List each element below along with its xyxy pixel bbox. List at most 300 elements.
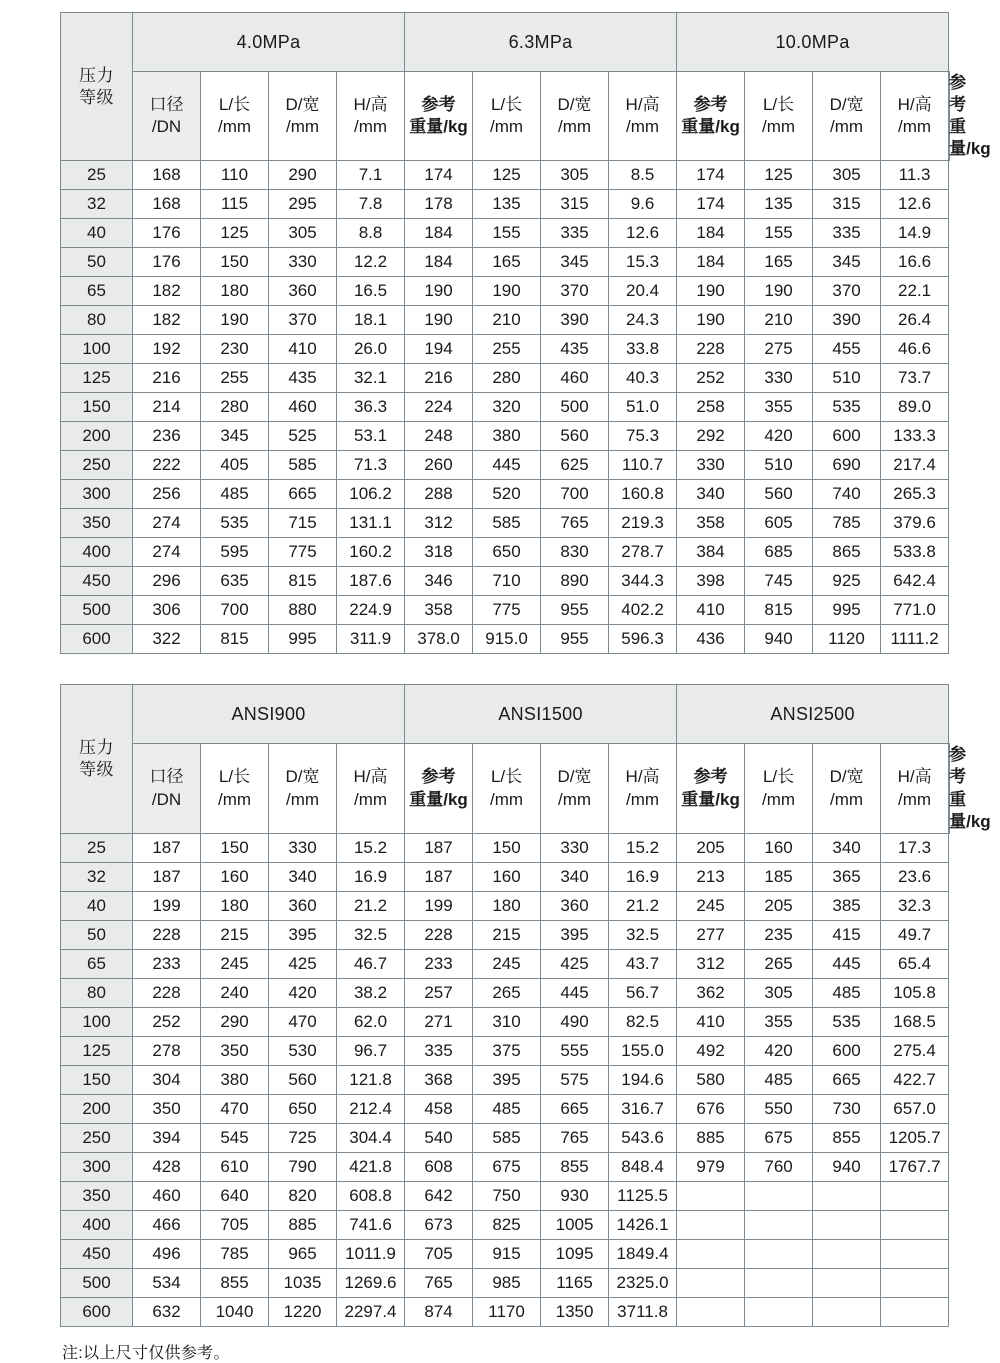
table-row (61, 306, 950, 335)
value-cell: 228 (405, 920, 473, 949)
value-cell: 730 (813, 1094, 881, 1123)
dn-cell: 50 (61, 248, 133, 277)
value-cell: 312 (677, 949, 745, 978)
value-cell: 248 (405, 422, 473, 451)
value-cell: 378.0 (405, 625, 473, 654)
value-cell: 110 (201, 161, 269, 190)
value-cell: 865 (813, 538, 881, 567)
value-cell: 73.7 (881, 364, 949, 393)
col-header-weight-1: 参考 重量/kg (677, 744, 745, 833)
value-cell: 510 (745, 451, 813, 480)
dn-cell: 200 (61, 1094, 133, 1123)
value-cell: 216 (133, 364, 201, 393)
value-cell: 725 (269, 1123, 337, 1152)
value-cell: 265 (745, 949, 813, 978)
col-header-weight-2: 参考 重量/kg (949, 745, 991, 831)
value-cell: 304 (133, 1065, 201, 1094)
value-cell: 115 (201, 190, 269, 219)
value-cell: 422.7 (881, 1065, 949, 1094)
value-cell: 155.0 (609, 1036, 677, 1065)
value-cell: 217.4 (881, 451, 949, 480)
value-cell: 496 (133, 1239, 201, 1268)
dn-cell: 500 (61, 1268, 133, 1297)
col-header-height-0: H/高 /mm (337, 744, 405, 833)
value-cell: 233 (405, 949, 473, 978)
table-body (61, 161, 950, 654)
value-cell: 665 (541, 1094, 609, 1123)
col-header-height-1: H/高 /mm (609, 744, 677, 833)
table-row (61, 862, 950, 891)
value-cell: 925 (813, 567, 881, 596)
col-header-weight-0: 参考 重量/kg (405, 744, 473, 833)
table-row (61, 335, 950, 364)
col-header-weight-0: 参考 重量/kg (405, 72, 473, 161)
dn-cell: 100 (61, 335, 133, 364)
value-cell: 1035 (269, 1268, 337, 1297)
value-cell: 12.6 (881, 190, 949, 219)
value-cell: 184 (405, 248, 473, 277)
value-cell (881, 1181, 949, 1210)
table-row (61, 1036, 950, 1065)
value-cell (677, 1181, 745, 1210)
table-row (61, 480, 950, 509)
value-cell: 575 (541, 1065, 609, 1094)
dn-cell: 25 (61, 161, 133, 190)
col-header-height-2: H/高 /mm (881, 72, 949, 161)
value-cell: 205 (677, 833, 745, 862)
value-cell: 256 (133, 480, 201, 509)
table-row (61, 393, 950, 422)
value-cell: 82.5 (609, 1007, 677, 1036)
value-cell: 235 (745, 920, 813, 949)
value-cell: 2325.0 (609, 1268, 677, 1297)
col-header-length-2: L/长 /mm (745, 744, 813, 833)
value-cell: 187 (133, 862, 201, 891)
value-cell: 16.9 (337, 862, 405, 891)
value-cell: 455 (813, 335, 881, 364)
group-header-row (61, 685, 950, 744)
value-cell: 500 (541, 393, 609, 422)
value-cell (881, 1268, 949, 1297)
value-cell: 1767.7 (881, 1152, 949, 1181)
value-cell: 187.6 (337, 567, 405, 596)
value-cell: 318 (405, 538, 473, 567)
value-cell (745, 1181, 813, 1210)
value-cell: 135 (745, 190, 813, 219)
value-cell: 600 (813, 422, 881, 451)
col-header-width-2: D/宽 /mm (813, 72, 881, 161)
value-cell: 16.9 (609, 862, 677, 891)
value-cell: 815 (745, 596, 813, 625)
value-cell: 445 (813, 949, 881, 978)
value-cell: 995 (269, 625, 337, 654)
value-cell: 335 (405, 1036, 473, 1065)
value-cell: 125 (201, 219, 269, 248)
dn-cell: 40 (61, 219, 133, 248)
group-header-1: 6.3MPa (405, 13, 677, 72)
value-cell: 715 (269, 509, 337, 538)
value-cell: 62.0 (337, 1007, 405, 1036)
value-cell: 560 (745, 480, 813, 509)
value-cell: 675 (745, 1123, 813, 1152)
value-cell: 358 (677, 509, 745, 538)
value-cell: 315 (813, 190, 881, 219)
value-cell (813, 1210, 881, 1239)
value-cell: 71.3 (337, 451, 405, 480)
value-cell: 955 (541, 625, 609, 654)
value-cell: 608.8 (337, 1181, 405, 1210)
value-cell: 543.6 (609, 1123, 677, 1152)
value-cell: 1095 (541, 1239, 609, 1268)
value-cell: 290 (201, 1007, 269, 1036)
value-cell: 635 (201, 567, 269, 596)
value-cell: 550 (745, 1094, 813, 1123)
value-cell: 1350 (541, 1297, 609, 1326)
value-cell: 560 (541, 422, 609, 451)
col-header-height-1: H/高 /mm (609, 72, 677, 161)
value-cell: 510 (813, 364, 881, 393)
value-cell: 1120 (813, 625, 881, 654)
value-cell: 365 (813, 862, 881, 891)
value-cell: 360 (541, 891, 609, 920)
value-cell: 340 (269, 862, 337, 891)
value-cell: 190 (473, 277, 541, 306)
value-cell: 187 (405, 862, 473, 891)
value-cell: 190 (677, 306, 745, 335)
value-cell: 135 (473, 190, 541, 219)
value-cell: 274 (133, 538, 201, 567)
value-cell: 771.0 (881, 596, 949, 625)
value-cell: 296 (133, 567, 201, 596)
value-cell: 18.1 (337, 306, 405, 335)
value-cell: 106.2 (337, 480, 405, 509)
value-cell: 685 (745, 538, 813, 567)
value-cell: 344.3 (609, 567, 677, 596)
value-cell: 65.4 (881, 949, 949, 978)
value-cell: 384 (677, 538, 745, 567)
value-cell: 350 (133, 1094, 201, 1123)
value-cell: 855 (201, 1268, 269, 1297)
dn-cell: 200 (61, 422, 133, 451)
value-cell: 7.8 (337, 190, 405, 219)
col-header-length-2: L/长 /mm (745, 72, 813, 161)
dn-cell: 125 (61, 364, 133, 393)
value-cell: 33.8 (609, 335, 677, 364)
value-cell: 345 (813, 248, 881, 277)
col-header-width-2: D/宽 /mm (813, 744, 881, 833)
value-cell: 855 (813, 1123, 881, 1152)
value-cell: 190 (677, 277, 745, 306)
value-cell: 545 (201, 1123, 269, 1152)
value-cell: 425 (541, 949, 609, 978)
value-cell: 410 (269, 335, 337, 364)
value-cell: 24.3 (609, 306, 677, 335)
dn-cell: 350 (61, 509, 133, 538)
dn-cell: 32 (61, 862, 133, 891)
value-cell: 458 (405, 1094, 473, 1123)
value-cell: 224.9 (337, 596, 405, 625)
value-cell: 410 (677, 596, 745, 625)
footnote: 注:以上尺寸仅供参考。 (62, 1344, 230, 1362)
value-cell: 642 (405, 1181, 473, 1210)
value-cell: 305 (745, 978, 813, 1007)
value-cell: 190 (405, 277, 473, 306)
value-cell: 1220 (269, 1297, 337, 1326)
value-cell: 915 (473, 1239, 541, 1268)
value-cell: 214 (133, 393, 201, 422)
value-cell: 930 (541, 1181, 609, 1210)
value-cell: 640 (201, 1181, 269, 1210)
table-row (61, 949, 950, 978)
value-cell (813, 1239, 881, 1268)
value-cell: 379.6 (881, 509, 949, 538)
value-cell: 32.5 (609, 920, 677, 949)
value-cell: 320 (473, 393, 541, 422)
value-cell: 420 (745, 422, 813, 451)
col-header-width-1: D/宽 /mm (541, 744, 609, 833)
col-header-width-1: D/宽 /mm (541, 72, 609, 161)
value-cell: 23.6 (881, 862, 949, 891)
value-cell: 485 (201, 480, 269, 509)
value-cell: 121.8 (337, 1065, 405, 1094)
value-cell: 228 (133, 920, 201, 949)
value-cell: 445 (541, 978, 609, 1007)
value-cell: 380 (201, 1065, 269, 1094)
value-cell: 435 (269, 364, 337, 393)
value-cell: 26.4 (881, 306, 949, 335)
value-cell: 56.7 (609, 978, 677, 1007)
value-cell: 605 (745, 509, 813, 538)
value-cell: 750 (473, 1181, 541, 1210)
value-cell: 257 (405, 978, 473, 1007)
value-cell (881, 1239, 949, 1268)
dn-cell: 65 (61, 277, 133, 306)
table-row (61, 1094, 950, 1123)
corner-line-1: 压力 (79, 738, 114, 758)
value-cell: 675 (473, 1152, 541, 1181)
table-row (61, 1065, 950, 1094)
value-cell: 765 (541, 1123, 609, 1152)
value-cell: 233 (133, 949, 201, 978)
dn-cell: 125 (61, 1036, 133, 1065)
table-row (61, 219, 950, 248)
dn-cell: 400 (61, 538, 133, 567)
value-cell: 40.3 (609, 364, 677, 393)
value-cell: 290 (269, 161, 337, 190)
value-cell: 760 (745, 1152, 813, 1181)
group-header-2: ANSI2500 (677, 685, 949, 744)
value-cell: 535 (813, 393, 881, 422)
value-cell: 533.8 (881, 538, 949, 567)
corner-line-1: 压力 (79, 65, 114, 85)
value-cell: 316.7 (609, 1094, 677, 1123)
value-cell: 258 (677, 393, 745, 422)
value-cell: 368 (405, 1065, 473, 1094)
value-cell: 305 (541, 161, 609, 190)
value-cell: 190 (201, 306, 269, 335)
value-cell: 199 (405, 891, 473, 920)
value-cell: 219.3 (609, 509, 677, 538)
value-cell: 236 (133, 422, 201, 451)
value-cell: 304.4 (337, 1123, 405, 1152)
value-cell: 405 (201, 451, 269, 480)
value-cell: 21.2 (609, 891, 677, 920)
value-cell: 131.1 (337, 509, 405, 538)
value-cell: 1011.9 (337, 1239, 405, 1268)
value-cell: 460 (269, 393, 337, 422)
value-cell: 855 (541, 1152, 609, 1181)
value-cell: 105.8 (881, 978, 949, 1007)
value-cell: 22.1 (881, 277, 949, 306)
value-cell: 215 (201, 920, 269, 949)
dn-cell: 50 (61, 920, 133, 949)
group-header-row (61, 13, 950, 72)
value-cell: 12.6 (609, 219, 677, 248)
dn-cell: 100 (61, 1007, 133, 1036)
value-cell: 534 (133, 1268, 201, 1297)
value-cell: 665 (813, 1065, 881, 1094)
value-cell: 43.7 (609, 949, 677, 978)
dn-cell: 500 (61, 596, 133, 625)
value-cell: 182 (133, 306, 201, 335)
value-cell: 245 (201, 949, 269, 978)
value-cell: 275.4 (881, 1036, 949, 1065)
dn-cell: 450 (61, 1239, 133, 1268)
dn-header-line-2: /DN (151, 117, 182, 137)
value-cell: 520 (473, 480, 541, 509)
value-cell: 428 (133, 1152, 201, 1181)
value-cell: 676 (677, 1094, 745, 1123)
value-cell: 390 (541, 306, 609, 335)
value-cell: 133.3 (881, 422, 949, 451)
dn-cell: 80 (61, 978, 133, 1007)
value-cell: 395 (473, 1065, 541, 1094)
value-cell: 650 (473, 538, 541, 567)
value-cell: 485 (473, 1094, 541, 1123)
value-cell: 21.2 (337, 891, 405, 920)
value-cell: 155 (745, 219, 813, 248)
value-cell: 14.9 (881, 219, 949, 248)
table-row (61, 509, 950, 538)
value-cell: 940 (813, 1152, 881, 1181)
value-cell: 330 (677, 451, 745, 480)
value-cell: 194 (405, 335, 473, 364)
table-row (61, 538, 950, 567)
value-cell: 395 (541, 920, 609, 949)
dn-header-line-2: /DN (151, 789, 182, 809)
value-cell: 1125.5 (609, 1181, 677, 1210)
value-cell (881, 1210, 949, 1239)
group-header-2: 10.0MPa (677, 13, 949, 72)
value-cell: 625 (541, 451, 609, 480)
value-cell: 745 (745, 567, 813, 596)
value-cell: 608 (405, 1152, 473, 1181)
value-cell: 7.1 (337, 161, 405, 190)
value-cell: 3711.8 (609, 1297, 677, 1326)
dn-header (133, 72, 201, 161)
value-cell: 390 (813, 306, 881, 335)
value-cell (881, 1297, 949, 1326)
value-cell: 340 (813, 833, 881, 862)
value-cell: 155 (473, 219, 541, 248)
value-cell: 346 (405, 567, 473, 596)
value-cell: 275 (745, 335, 813, 364)
value-cell: 385 (813, 891, 881, 920)
value-cell: 165 (473, 248, 541, 277)
dn-cell: 600 (61, 625, 133, 654)
value-cell: 150 (201, 248, 269, 277)
value-cell: 174 (677, 161, 745, 190)
value-cell: 470 (201, 1094, 269, 1123)
table-header (61, 13, 991, 161)
value-cell: 335 (813, 219, 881, 248)
value-cell: 955 (541, 596, 609, 625)
value-cell: 710 (473, 567, 541, 596)
value-cell: 165 (745, 248, 813, 277)
value-cell: 49.7 (881, 920, 949, 949)
value-cell (677, 1297, 745, 1326)
dn-cell: 600 (61, 1297, 133, 1326)
value-cell: 775 (269, 538, 337, 567)
value-cell: 15.2 (337, 833, 405, 862)
value-cell: 32.5 (337, 920, 405, 949)
col-header-width-0: D/宽 /mm (269, 744, 337, 833)
value-cell (745, 1297, 813, 1326)
value-cell: 415 (813, 920, 881, 949)
value-cell: 160 (201, 862, 269, 891)
value-cell: 192 (133, 335, 201, 364)
value-cell: 190 (745, 277, 813, 306)
value-cell: 848.4 (609, 1152, 677, 1181)
ansi-pressure-table (60, 684, 991, 1326)
value-cell: 436 (677, 625, 745, 654)
value-cell: 830 (541, 538, 609, 567)
value-cell: 492 (677, 1036, 745, 1065)
value-cell: 560 (269, 1065, 337, 1094)
value-cell: 15.2 (609, 833, 677, 862)
value-cell: 350 (201, 1036, 269, 1065)
value-cell: 1205.7 (881, 1123, 949, 1152)
value-cell: 312 (405, 509, 473, 538)
value-cell: 485 (745, 1065, 813, 1094)
value-cell: 535 (201, 509, 269, 538)
table-row (61, 596, 950, 625)
value-cell: 596.3 (609, 625, 677, 654)
value-cell: 375 (473, 1036, 541, 1065)
value-cell: 89.0 (881, 393, 949, 422)
value-cell: 335 (541, 219, 609, 248)
value-cell: 485 (813, 978, 881, 1007)
value-cell: 26.0 (337, 335, 405, 364)
value-cell: 330 (269, 833, 337, 862)
table-row (61, 567, 950, 596)
value-cell: 360 (269, 277, 337, 306)
value-cell: 255 (473, 335, 541, 364)
value-cell: 150 (473, 833, 541, 862)
sub-header-row (61, 72, 950, 161)
value-cell: 340 (677, 480, 745, 509)
value-cell: 310 (473, 1007, 541, 1036)
value-cell: 790 (269, 1152, 337, 1181)
col-header-height-0: H/高 /mm (337, 72, 405, 161)
value-cell: 228 (133, 978, 201, 1007)
value-cell: 295 (269, 190, 337, 219)
value-cell (813, 1181, 881, 1210)
value-cell: 230 (201, 335, 269, 364)
value-cell: 1170 (473, 1297, 541, 1326)
col-header-height-2: H/高 /mm (881, 744, 949, 833)
table-row (61, 190, 950, 219)
